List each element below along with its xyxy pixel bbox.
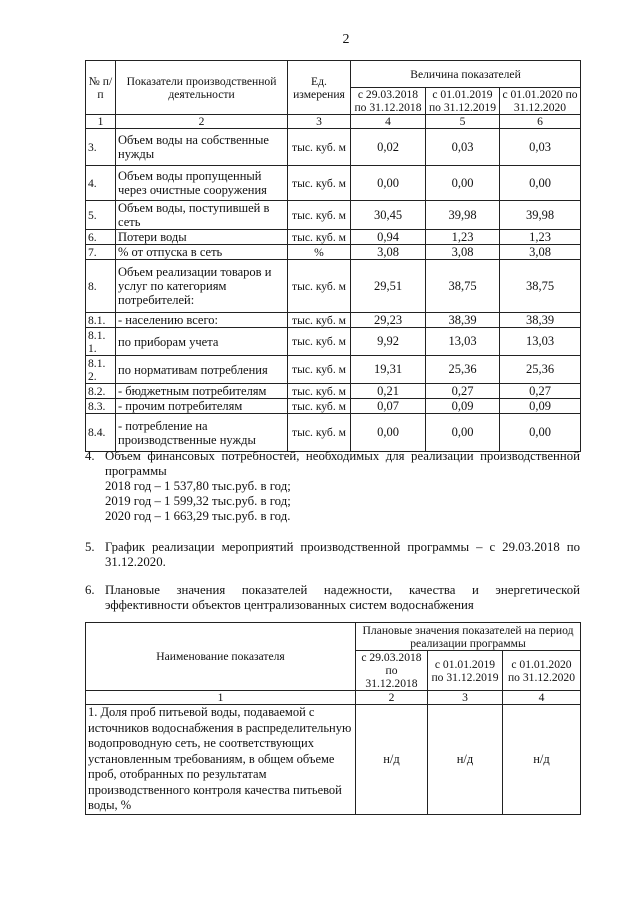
indicator-value: 29,51 <box>351 260 426 313</box>
unit: тыс. куб. м <box>288 414 351 452</box>
header-name: Показатели производственной деятельности <box>116 61 288 115</box>
unit: тыс. куб. м <box>288 260 351 313</box>
indicator-value: 0,00 <box>500 414 581 452</box>
column-number: 2 <box>356 691 428 705</box>
indicator-value: 39,98 <box>426 201 500 230</box>
indicator-name: 1. Доля проб питьевой воды, подаваемой с источников водоснабжения в распределительную водопроводную сеть, не соответствующих установленным требованиям, в общем объеме проб, отобранных по результатам производственного контроля качества питьевой воды, % <box>86 705 356 815</box>
header-period: с 01.01.2020 по 31.12.2020 <box>500 88 581 115</box>
indicator-value: 25,36 <box>500 356 581 384</box>
section-number: 5. <box>85 540 95 554</box>
unit: тыс. куб. м <box>288 201 351 230</box>
section-4 <box>85 449 580 524</box>
indicator-value: 0,03 <box>500 129 581 166</box>
column-number: 1 <box>86 691 356 705</box>
indicator-name: - прочим потребителям <box>116 399 288 414</box>
table-row <box>86 201 581 230</box>
indicator-value: 0,00 <box>426 166 500 201</box>
row-number: 8.2. <box>86 384 116 399</box>
section-number: 4. <box>85 449 95 463</box>
indicator-value: 38,39 <box>426 313 500 328</box>
header-no: № п/п <box>86 61 116 115</box>
indicator-value: 0,00 <box>500 166 581 201</box>
unit: тыс. куб. м <box>288 129 351 166</box>
indicator-name: Объем воды, поступившей в сеть <box>116 201 288 230</box>
column-number: 5 <box>426 115 500 129</box>
indicator-name: Объем воды пропущенный через очистные сооружения <box>116 166 288 201</box>
financial-line: 2018 год – 1 537,80 тыс.руб. в год; <box>105 479 291 493</box>
table-row <box>86 328 581 356</box>
indicator-value: 0,00 <box>351 414 426 452</box>
unit: тыс. куб. м <box>288 230 351 245</box>
indicator-value: 1,23 <box>500 230 581 245</box>
indicator-value: 9,92 <box>351 328 426 356</box>
table-row <box>86 245 581 260</box>
indicator-value: 29,23 <box>351 313 426 328</box>
column-number: 3 <box>428 691 503 705</box>
financial-line: 2019 год – 1 599,32 тыс.руб. в год; <box>105 494 291 508</box>
table-row <box>86 166 581 201</box>
unit: тыс. куб. м <box>288 356 351 384</box>
indicator-value: 0,07 <box>351 399 426 414</box>
indicator-value: 0,09 <box>500 399 581 414</box>
indicator-value: 0,00 <box>351 166 426 201</box>
table-row <box>86 705 581 815</box>
column-number: 4 <box>503 691 581 705</box>
unit: тыс. куб. м <box>288 399 351 414</box>
row-number: 8.3. <box>86 399 116 414</box>
column-number: 1 <box>86 115 116 129</box>
indicator-value: 0,27 <box>500 384 581 399</box>
indicator-value: 0,94 <box>351 230 426 245</box>
indicator-value: 3,08 <box>351 245 426 260</box>
table-row <box>86 230 581 245</box>
page-number: 2 <box>342 32 350 47</box>
section-6 <box>85 583 580 613</box>
row-number: 8.1. 2. <box>86 356 116 384</box>
section-text: График реализации мероприятий производственной программы – с 29.03.2018 по 31.12.2020. <box>105 540 580 569</box>
indicator-value: 3,08 <box>500 245 581 260</box>
column-number: 3 <box>288 115 351 129</box>
row-number: 8.4. <box>86 414 116 452</box>
indicator-value: 0,02 <box>351 129 426 166</box>
section-number: 6. <box>85 583 95 597</box>
column-number: 2 <box>116 115 288 129</box>
indicator-value: 0,03 <box>426 129 500 166</box>
table-row <box>86 356 581 384</box>
row-number: 4. <box>86 166 116 201</box>
column-number: 6 <box>500 115 581 129</box>
indicator-value: 19,31 <box>351 356 426 384</box>
row-number: 7. <box>86 245 116 260</box>
indicator-value: 38,39 <box>500 313 581 328</box>
header-group: Плановые значения показателей на период реализации программы <box>356 623 581 651</box>
indicator-name: по приборам учета <box>116 328 288 356</box>
section-5 <box>85 540 580 570</box>
row-number: 6. <box>86 230 116 245</box>
indicator-name: % от отпуска в сеть <box>116 245 288 260</box>
row-number: 5. <box>86 201 116 230</box>
indicator-name: - потребление на производственные нужды <box>116 414 288 452</box>
indicator-value: 0,27 <box>426 384 500 399</box>
indicator-value: 0,21 <box>351 384 426 399</box>
indicator-value: н/д <box>356 705 428 815</box>
table-row <box>86 313 581 328</box>
row-number: 8.1. 1. <box>86 328 116 356</box>
header-period: с 01.01.2019 по 31.12.2019 <box>428 651 503 691</box>
indicator-name: - населению всего: <box>116 313 288 328</box>
indicator-name: Объем воды на собственные нужды <box>116 129 288 166</box>
indicator-name: Объем реализации товаров и услуг по категориям потребителей: <box>116 260 288 313</box>
indicator-value: 25,36 <box>426 356 500 384</box>
column-number: 4 <box>351 115 426 129</box>
header-period: с 01.01.2019 по 31.12.2019 <box>426 88 500 115</box>
header-values-group: Величина показателей <box>351 61 581 88</box>
table-row <box>86 129 581 166</box>
header-unit: Ед. измерения <box>288 61 351 115</box>
section-text: Плановые значения показателей надежности, качества и энергетической эффективности объектов централизованных систем водоснабжения <box>105 583 580 612</box>
unit: % <box>288 245 351 260</box>
indicator-name: по нормативам потребления <box>116 356 288 384</box>
indicator-value: 3,08 <box>426 245 500 260</box>
reliability-indicators-table <box>85 622 581 815</box>
indicator-value: 38,75 <box>426 260 500 313</box>
indicator-name: Потери воды <box>116 230 288 245</box>
header-name: Наименование показателя <box>86 623 356 691</box>
unit: тыс. куб. м <box>288 328 351 356</box>
indicator-value: 1,23 <box>426 230 500 245</box>
indicator-value: 38,75 <box>500 260 581 313</box>
indicator-value: н/д <box>428 705 503 815</box>
indicator-value: 13,03 <box>426 328 500 356</box>
indicator-value: 39,98 <box>500 201 581 230</box>
indicator-name: - бюджетным потребителям <box>116 384 288 399</box>
unit: тыс. куб. м <box>288 384 351 399</box>
header-period: с 01.01.2020 по 31.12.2020 <box>503 651 581 691</box>
indicator-value: 13,03 <box>500 328 581 356</box>
indicator-value: 30,45 <box>351 201 426 230</box>
row-number: 3. <box>86 129 116 166</box>
table-row <box>86 260 581 313</box>
unit: тыс. куб. м <box>288 313 351 328</box>
header-period: с 29.03.2018 по 31.12.2018 <box>356 651 428 691</box>
table-row <box>86 414 581 452</box>
indicator-value: 0,00 <box>426 414 500 452</box>
row-number: 8. <box>86 260 116 313</box>
section-text: Объем финансовых потребностей, необходимых для реализации производственной программы <box>105 449 580 478</box>
row-number: 8.1. <box>86 313 116 328</box>
indicator-value: н/д <box>503 705 581 815</box>
indicator-value: 0,09 <box>426 399 500 414</box>
header-period: с 29.03.2018 по 31.12.2018 <box>351 88 426 115</box>
table-row <box>86 384 581 399</box>
financial-line: 2020 год – 1 663,29 тыс.руб. в год. <box>105 509 291 523</box>
unit: тыс. куб. м <box>288 166 351 201</box>
table-row <box>86 399 581 414</box>
production-indicators-table <box>85 60 581 452</box>
